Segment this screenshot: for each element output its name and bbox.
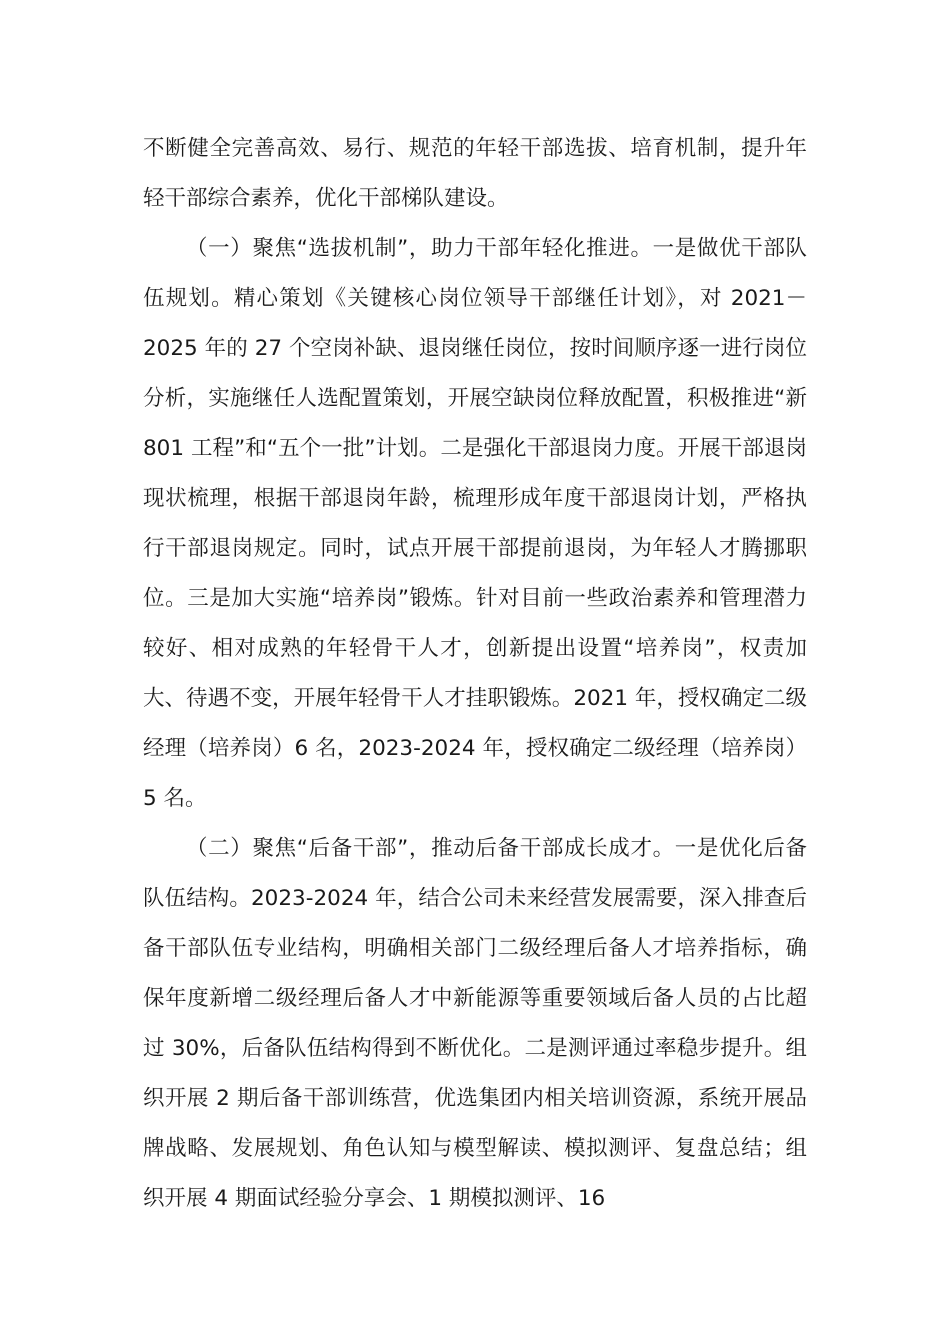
paragraph-section-2: （二）聚焦“后备干部”，推动后备干部成长成才。一是优化后备队伍结构。2023-2024 年，结合公司未来经营发展需要，深入排查后备干部队伍专业结构，明确相关部门二级经理后备人才培养指标，确保年度新增二级经理后备人才中新能源等重要领域后备人员的占比超过 30%，后备队伍结构得到不断优化。二是测评通过率稳步提升。组织开展 2 期后备干部训练营，优选集团内相关培训资源，系统开展品牌战略、发展规划、角色认知与模型解读、模拟测评、复盘总结；组织开展 4 期面试经验分享会、1 期模拟测评、16 bbox=[143, 836, 807, 1211]
paragraph-continuation: 不断健全完善高效、易行、规范的年轻干部选拔、培育机制，提升年轻干部综合素养，优化干部梯队建设。 bbox=[143, 136, 807, 211]
paragraph-section-1: （一）聚焦“选拔机制”，助力干部年轻化推进。一是做优干部队伍规划。精心策划《关键核心岗位领导干部继任计划》，对 2021－2025 年的 27 个空岗补缺、退岗继任岗位，按时间顺序逐一进行岗位分析，实施继任人选配置策划，开展空缺岗位释放配置，积极推进“新 801 工程”和“五个一批”计划。二是强化干部退岗力度。开展干部退岗现状梳理，根据干部退岗年龄，梳理形成年度干部退岗计划，严格执行干部退岗规定。同时，试点开展干部提前退岗，为年轻人才腾挪职位。三是加大实施“培养岗”锻炼。针对目前一些政治素养和管理潜力较好、相对成熟的年轻骨干人才，创新提出设置“培养岗”，权责加大、待遇不变，开展年轻骨干人才挂职锻炼。2021 年，授权确定二级经理（培养岗）6 名，2023-2024 年，授权确定二级经理（培养岗）5 名。 bbox=[143, 236, 807, 811]
document-body bbox=[143, 124, 807, 1224]
